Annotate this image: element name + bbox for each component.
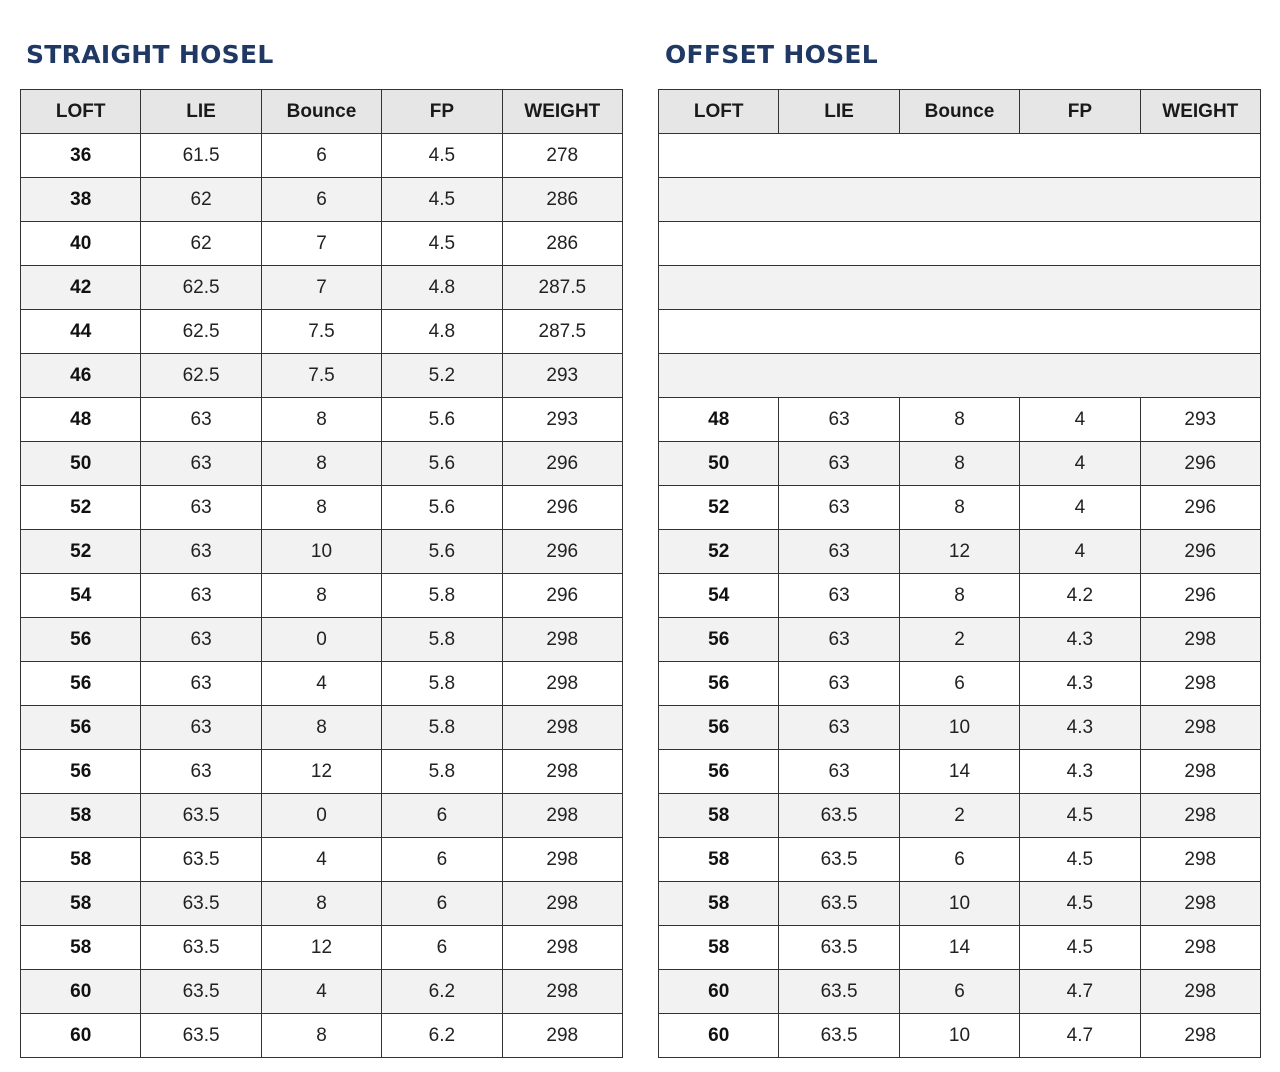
cell-fp: 5.8 [382,750,502,794]
cell-loft: 58 [21,838,141,882]
cell-weight: 296 [1140,574,1260,618]
cell-fp: 4.5 [1020,794,1140,838]
cell-loft: 60 [659,970,779,1014]
cell-loft: 58 [659,926,779,970]
cell-lie: 63.5 [779,794,899,838]
cell-bounce: 12 [899,530,1019,574]
cell-fp: 5.8 [382,706,502,750]
cell-weight: 296 [502,486,622,530]
cell-lie: 63 [779,442,899,486]
cell-fp: 4.5 [382,222,502,266]
cell-lie: 63 [141,486,261,530]
cell-bounce: 8 [261,574,381,618]
cell-bounce: 2 [899,618,1019,662]
cell-fp: 4.3 [1020,618,1140,662]
table-header-row [659,90,1261,134]
column-header-fp: FP [382,90,502,134]
cell-lie: 62 [141,178,261,222]
column-header-weight: WEIGHT [1140,90,1260,134]
cell-loft: 48 [21,398,141,442]
table-row-empty [659,178,1261,222]
table-row [659,442,1261,486]
cell-weight: 298 [1140,926,1260,970]
cell-bounce: 7 [261,266,381,310]
cell-lie: 63.5 [141,926,261,970]
cell-fp: 4.5 [382,134,502,178]
cell-lie: 63.5 [141,838,261,882]
cell-bounce: 8 [899,574,1019,618]
table-row-empty [659,134,1261,178]
table-row [21,662,623,706]
cell-bounce: 8 [899,486,1019,530]
cell-fp: 4.8 [382,310,502,354]
table-row [21,706,623,750]
cell-fp: 4.5 [1020,882,1140,926]
cell-weight: 296 [502,442,622,486]
cell-weight: 298 [1140,618,1260,662]
table-row-empty [659,310,1261,354]
table-row [21,838,623,882]
table-row [21,134,623,178]
cell-loft: 44 [21,310,141,354]
cell-weight: 298 [1140,794,1260,838]
table-row [21,178,623,222]
table-row [659,706,1261,750]
cell-weight: 298 [502,882,622,926]
cell-loft: 56 [659,662,779,706]
table-row [21,486,623,530]
cell-loft: 56 [659,750,779,794]
cell-fp: 5.6 [382,398,502,442]
cell-bounce: 14 [899,926,1019,970]
cell-bounce: 4 [261,838,381,882]
cell-fp: 4.8 [382,266,502,310]
cell-lie: 63.5 [141,970,261,1014]
cell-loft: 36 [21,134,141,178]
column-header-loft: LOFT [21,90,141,134]
cell-lie: 63 [141,706,261,750]
cell-lie: 63 [779,706,899,750]
offset-hosel-title: OFFSET HOSEL [665,40,879,69]
cell-lie: 63 [779,574,899,618]
cell-weight: 298 [502,662,622,706]
cell-weight: 298 [502,750,622,794]
table-row [659,926,1261,970]
cell-lie: 63 [779,618,899,662]
table-row [659,1014,1261,1058]
cell-weight: 293 [1140,398,1260,442]
cell-fp: 6.2 [382,970,502,1014]
cell-bounce: 8 [261,486,381,530]
empty-cell [659,354,1261,398]
cell-lie: 63 [141,618,261,662]
cell-fp: 5.8 [382,574,502,618]
cell-weight: 298 [502,926,622,970]
cell-bounce: 8 [261,882,381,926]
cell-loft: 40 [21,222,141,266]
cell-fp: 4.3 [1020,662,1140,706]
cell-fp: 4.5 [382,178,502,222]
cell-fp: 6 [382,926,502,970]
cell-fp: 5.6 [382,442,502,486]
cell-loft: 60 [21,1014,141,1058]
cell-lie: 63.5 [779,1014,899,1058]
cell-loft: 52 [21,530,141,574]
cell-fp: 5.8 [382,618,502,662]
cell-bounce: 6 [261,134,381,178]
cell-lie: 63 [779,750,899,794]
cell-weight: 296 [1140,530,1260,574]
cell-bounce: 6 [899,970,1019,1014]
table-row [21,310,623,354]
column-header-fp: FP [1020,90,1140,134]
cell-loft: 60 [659,1014,779,1058]
cell-lie: 62.5 [141,354,261,398]
table-row [21,574,623,618]
cell-fp: 4.2 [1020,574,1140,618]
cell-fp: 4.5 [1020,838,1140,882]
cell-weight: 298 [1140,1014,1260,1058]
cell-lie: 63.5 [779,970,899,1014]
cell-bounce: 10 [899,706,1019,750]
table-row [21,530,623,574]
cell-lie: 63 [779,662,899,706]
cell-loft: 56 [21,706,141,750]
cell-loft: 54 [21,574,141,618]
cell-fp: 4 [1020,530,1140,574]
cell-weight: 278 [502,134,622,178]
cell-loft: 38 [21,178,141,222]
cell-loft: 58 [21,926,141,970]
cell-fp: 5.2 [382,354,502,398]
empty-cell [659,266,1261,310]
cell-weight: 298 [502,618,622,662]
table-header-row [21,90,623,134]
cell-loft: 52 [659,530,779,574]
table-row [659,486,1261,530]
cell-weight: 296 [502,530,622,574]
table-row [659,970,1261,1014]
cell-fp: 5.8 [382,662,502,706]
cell-loft: 54 [659,574,779,618]
cell-bounce: 7.5 [261,354,381,398]
cell-weight: 298 [1140,750,1260,794]
table-row [659,618,1261,662]
cell-lie: 63.5 [779,838,899,882]
cell-weight: 298 [1140,838,1260,882]
cell-weight: 287.5 [502,310,622,354]
cell-lie: 63 [141,398,261,442]
table-row-empty [659,222,1261,266]
cell-loft: 56 [659,618,779,662]
cell-lie: 61.5 [141,134,261,178]
cell-loft: 60 [21,970,141,1014]
table-body [21,134,623,1058]
cell-weight: 298 [502,838,622,882]
cell-lie: 63.5 [779,882,899,926]
cell-weight: 298 [502,970,622,1014]
cell-weight: 298 [1140,706,1260,750]
table-row [21,926,623,970]
cell-bounce: 7.5 [261,310,381,354]
cell-lie: 63 [141,750,261,794]
cell-bounce: 10 [899,882,1019,926]
table-row [21,882,623,926]
cell-loft: 58 [659,838,779,882]
table-row [21,750,623,794]
cell-lie: 63 [141,442,261,486]
column-header-weight: WEIGHT [502,90,622,134]
cell-fp: 6 [382,882,502,926]
cell-bounce: 6 [899,662,1019,706]
cell-weight: 293 [502,398,622,442]
straight-hosel-title: STRAIGHT HOSEL [26,40,274,69]
cell-weight: 296 [502,574,622,618]
cell-bounce: 6 [261,178,381,222]
cell-lie: 63.5 [141,794,261,838]
cell-loft: 42 [21,266,141,310]
table-row [21,794,623,838]
table-row [659,530,1261,574]
cell-lie: 62 [141,222,261,266]
cell-fp: 6 [382,794,502,838]
cell-lie: 63 [779,486,899,530]
cell-loft: 58 [659,882,779,926]
table-row [21,398,623,442]
column-header-lie: LIE [779,90,899,134]
cell-bounce: 8 [261,1014,381,1058]
table-row [659,574,1261,618]
cell-loft: 56 [21,750,141,794]
cell-bounce: 8 [261,706,381,750]
cell-weight: 287.5 [502,266,622,310]
cell-fp: 6.2 [382,1014,502,1058]
cell-lie: 63 [141,574,261,618]
cell-loft: 50 [21,442,141,486]
table-row [659,662,1261,706]
cell-lie: 63.5 [141,1014,261,1058]
cell-bounce: 12 [261,750,381,794]
table-row [21,354,623,398]
cell-weight: 296 [1140,486,1260,530]
table-row-empty [659,354,1261,398]
cell-bounce: 0 [261,794,381,838]
cell-fp: 4.7 [1020,970,1140,1014]
cell-weight: 296 [1140,442,1260,486]
column-header-bounce: Bounce [899,90,1019,134]
cell-weight: 293 [502,354,622,398]
cell-bounce: 7 [261,222,381,266]
cell-fp: 6 [382,838,502,882]
cell-bounce: 2 [899,794,1019,838]
cell-weight: 286 [502,222,622,266]
cell-bounce: 8 [899,398,1019,442]
empty-cell [659,310,1261,354]
cell-bounce: 8 [261,442,381,486]
cell-weight: 298 [1140,882,1260,926]
cell-bounce: 14 [899,750,1019,794]
cell-weight: 298 [502,706,622,750]
table-row [659,882,1261,926]
cell-bounce: 8 [261,398,381,442]
offset-hosel-table [658,89,1261,1058]
cell-weight: 298 [502,1014,622,1058]
cell-loft: 56 [21,618,141,662]
cell-loft: 56 [21,662,141,706]
empty-cell [659,178,1261,222]
cell-fp: 4.7 [1020,1014,1140,1058]
table-row [21,1014,623,1058]
cell-bounce: 0 [261,618,381,662]
cell-loft: 50 [659,442,779,486]
table-row-empty [659,266,1261,310]
table-row [21,266,623,310]
cell-weight: 298 [1140,970,1260,1014]
cell-bounce: 10 [261,530,381,574]
table-row [659,838,1261,882]
table-row [21,442,623,486]
cell-lie: 62.5 [141,266,261,310]
cell-lie: 63 [779,398,899,442]
column-header-bounce: Bounce [261,90,381,134]
cell-lie: 63 [779,530,899,574]
cell-loft: 58 [21,794,141,838]
table-row [21,618,623,662]
cell-loft: 58 [659,794,779,838]
empty-cell [659,134,1261,178]
cell-lie: 63 [141,530,261,574]
cell-bounce: 12 [261,926,381,970]
cell-fp: 4 [1020,442,1140,486]
cell-loft: 56 [659,706,779,750]
cell-fp: 5.6 [382,530,502,574]
cell-lie: 63.5 [779,926,899,970]
column-header-loft: LOFT [659,90,779,134]
cell-loft: 48 [659,398,779,442]
cell-bounce: 10 [899,1014,1019,1058]
cell-loft: 52 [659,486,779,530]
column-header-lie: LIE [141,90,261,134]
cell-loft: 52 [21,486,141,530]
cell-bounce: 8 [899,442,1019,486]
cell-fp: 4 [1020,398,1140,442]
cell-weight: 298 [1140,662,1260,706]
cell-fp: 4.3 [1020,706,1140,750]
cell-fp: 4.3 [1020,750,1140,794]
cell-fp: 4 [1020,486,1140,530]
table-body [659,134,1261,1058]
cell-loft: 46 [21,354,141,398]
cell-lie: 63.5 [141,882,261,926]
cell-bounce: 4 [261,970,381,1014]
cell-fp: 5.6 [382,486,502,530]
table-row [21,970,623,1014]
table-row [21,222,623,266]
table-row [659,398,1261,442]
cell-lie: 63 [141,662,261,706]
table-row [659,750,1261,794]
cell-lie: 62.5 [141,310,261,354]
cell-weight: 286 [502,178,622,222]
cell-weight: 298 [502,794,622,838]
cell-bounce: 4 [261,662,381,706]
table-row [659,794,1261,838]
straight-hosel-table [20,89,623,1058]
empty-cell [659,222,1261,266]
cell-bounce: 6 [899,838,1019,882]
cell-fp: 4.5 [1020,926,1140,970]
cell-loft: 58 [21,882,141,926]
